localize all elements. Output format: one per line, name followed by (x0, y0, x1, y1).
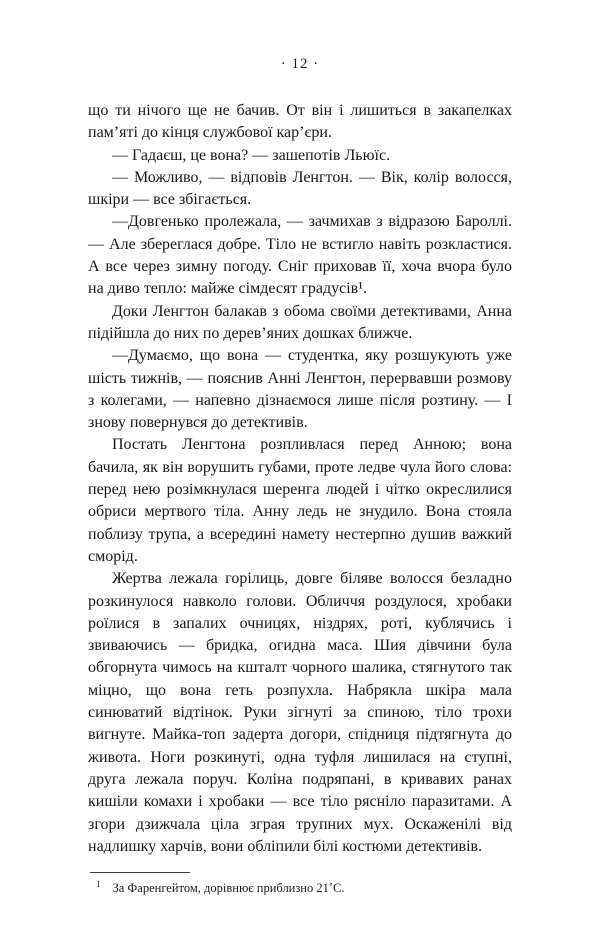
paragraph: що ти нічого ще не бачив. От він і лишиться в закапелках пам’яті до кінця службової кар’єри. (88, 102, 512, 142)
footnote (88, 880, 512, 897)
paragraph: —Думаємо, що вона — студентка, яку розшукують уже шість тижнів, — пояснив Анні Ленгтон, перервавши розмову з колегами, — напевно дізнаємося лише після розтину. — І знову повернувся до детективів. (88, 347, 512, 432)
page-body (88, 100, 512, 858)
paragraph: — Гадаєш, це вона? — зашепотів Льюїс. (112, 146, 391, 164)
footnote-text: За Фаренгейтом, дорівнює приблизно 21˚С. (112, 881, 345, 896)
paragraph: Жертва лежала горілиць, довге біляве волосся безладно розкинулося навколо голови. Обличчя роздулося, хробаки роїлися в запалих очницях, ніздрях, роті, кублячись і звиваючись — бридка, огидна маса. Шия дівчини була обгорнута чимось на кшталт чорного шалика, стягнутого так міцно, що вона геть розпухла. Набрякла шкіра мала синюватий відтінок. Руки зігнуті за спиною, тіло трохи вигнуте. Майка-топ задерта догори, спідниця підтягнута до живота. Ноги розкинуті, одна туфля лишилася на ступні, друга лежала поруч. Коліна подряпані, в кривавих ранах кишіли комахи і хробаки — все тіло рясніло паразитами. А згори дзижчала ціла зграя трупних мух. Оскаженілі від надлишку харчів, вони обліпили білі костюми детективів. (88, 570, 512, 855)
paragraph: —Довгенько пролежала, — зачмихав з відразою Бароллі. — Але збереглася добре. Тіло не встигло навіть розкластися. А все через зимну погоду. Сніг приховав її, хоча вчора було на диво тепло: майже сімдесят градусів¹. (88, 213, 512, 298)
footnote-divider (90, 872, 190, 873)
paragraph: — Можливо, — відповів Ленгтон. — Вік, колір волосся, шкіри — все збігається. (88, 168, 512, 209)
footnote-marker: 1 (96, 878, 101, 889)
paragraph: Доки Ленгтон балакав з обома своїми детективами, Анна підійшла до них по дерев’яних дошках ближче. (88, 302, 512, 342)
paragraph: Постать Ленгтона розпливлася перед Анною; вона бачила, як він ворушить губами, проте ледве чула його слова: перед нею розімкнулася шеренга людей і чітко окреслилися обриси мертвого тіла. Анну ледь не знудило. Вона стояла поблизу трупа, а всередині намету нестерпно душив важкий сморід. (88, 436, 512, 565)
footnote-section (88, 872, 512, 897)
page-number: · 12 · (280, 56, 320, 72)
